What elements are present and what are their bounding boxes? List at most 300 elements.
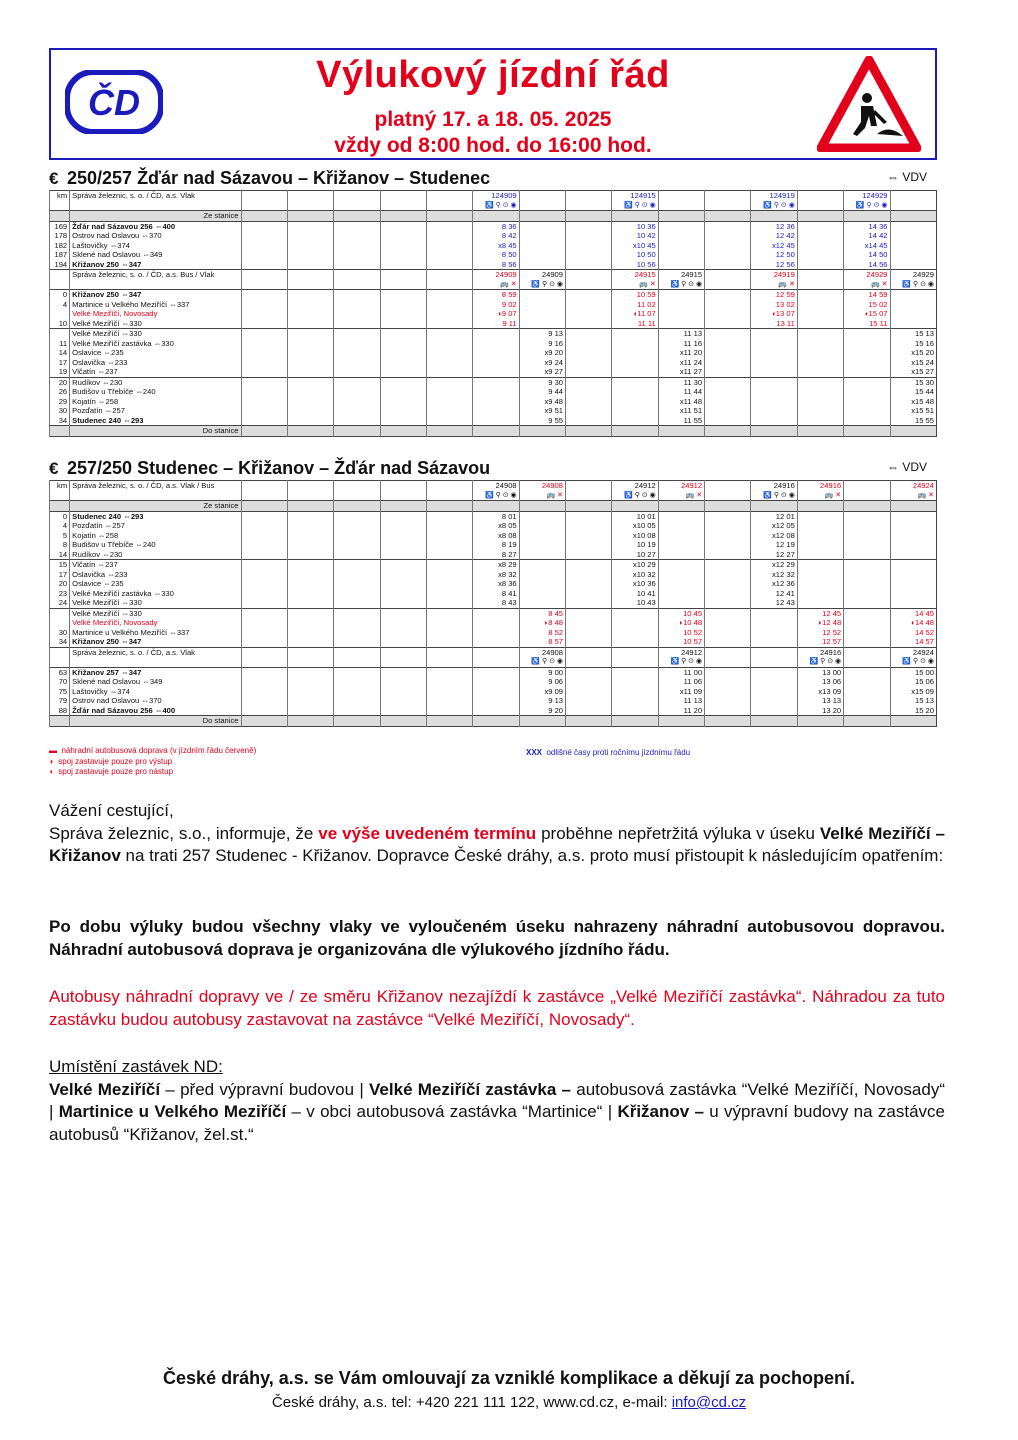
time-cell xyxy=(380,211,426,222)
time-cell xyxy=(426,598,472,608)
time-cell xyxy=(241,491,287,501)
time-cell xyxy=(473,647,519,657)
time-cell xyxy=(658,221,704,231)
station-cell: Do stanice xyxy=(70,716,241,727)
time-cell xyxy=(380,191,426,201)
time-cell xyxy=(519,426,565,437)
time-cell xyxy=(566,280,612,290)
time-cell xyxy=(473,406,519,416)
km-cell xyxy=(50,501,70,512)
time-cell xyxy=(890,598,936,608)
time-cell xyxy=(473,637,519,647)
time-cell xyxy=(426,231,472,241)
time-cell xyxy=(519,300,565,310)
time-cell xyxy=(658,191,704,201)
km-cell xyxy=(50,211,70,222)
time-cell xyxy=(380,677,426,687)
time-cell xyxy=(566,618,612,628)
time-cell xyxy=(380,241,426,251)
time-cell: 24916 xyxy=(751,481,797,491)
time-cell xyxy=(751,667,797,677)
time-cell: ♿ ⚲ ⊙ ◉ xyxy=(751,491,797,501)
time-cell: x8 36 xyxy=(473,579,519,589)
time-cell xyxy=(426,716,472,727)
time-cell xyxy=(334,191,380,201)
time-cell xyxy=(426,348,472,358)
time-cell: 12 56 xyxy=(751,260,797,270)
time-cell xyxy=(287,491,333,501)
time-cell xyxy=(426,637,472,647)
km-cell: 14 xyxy=(50,550,70,560)
time-cell xyxy=(380,531,426,541)
time-cell xyxy=(426,531,472,541)
notice-body: Správa železnic, s.o., informuje, že ve výše uvedeném termínu proběhne nepřetržitá výluka v úseku Velké Meziříčí – Křižanov na trati 257 Studenec - Křižanov. Dopravce České dráhy, a.s. proto musí přistoupit k následujícím opatřením: xyxy=(49,823,945,865)
time-cell xyxy=(426,706,472,716)
time-cell: x12 08 xyxy=(751,531,797,541)
icons-row xyxy=(50,657,937,667)
time-cell xyxy=(797,329,843,339)
time-cell xyxy=(287,406,333,416)
time-cell xyxy=(241,511,287,521)
time-cell: 11 30 xyxy=(658,377,704,387)
time-cell xyxy=(566,501,612,512)
time-cell xyxy=(426,329,472,339)
to-station-row xyxy=(50,716,937,727)
time-cell xyxy=(380,618,426,628)
time-cell: 12 45 xyxy=(797,608,843,618)
time-cell xyxy=(612,706,658,716)
time-cell xyxy=(566,416,612,426)
time-cell xyxy=(426,511,472,521)
time-cell xyxy=(380,628,426,638)
notice-paragraph-1 xyxy=(49,800,945,868)
station-cell: Velké Meziříčí zastávka ⇔330 xyxy=(70,339,241,349)
time-cell: 9 00 xyxy=(519,667,565,677)
time-cell xyxy=(426,358,472,368)
time-cell xyxy=(287,367,333,377)
time-cell: 14 56 xyxy=(844,260,890,270)
time-cell xyxy=(473,348,519,358)
time-cell xyxy=(241,637,287,647)
time-cell xyxy=(241,250,287,260)
time-cell xyxy=(797,416,843,426)
station-cell: Správa železnic, s. o. / ČD, a.s. Vlak / Bus xyxy=(70,481,241,491)
time-cell xyxy=(797,377,843,387)
table-row xyxy=(50,706,937,716)
time-cell: 🚌 ✕ xyxy=(473,280,519,290)
time-cell xyxy=(566,696,612,706)
time-cell xyxy=(287,716,333,727)
table-row xyxy=(50,416,937,426)
time-cell: 10 50 xyxy=(612,250,658,260)
time-cell: 8 57 xyxy=(519,637,565,647)
time-cell xyxy=(566,637,612,647)
time-cell: 11 13 xyxy=(658,329,704,339)
time-cell xyxy=(287,511,333,521)
time-cell xyxy=(890,570,936,580)
time-cell xyxy=(473,397,519,407)
time-cell xyxy=(658,426,704,437)
time-cell xyxy=(844,329,890,339)
time-cell xyxy=(473,211,519,222)
time-cell: 11 55 xyxy=(658,416,704,426)
time-cell xyxy=(287,647,333,657)
station-cell: Správa železnic, s. o. / ČD, a.s. Vlak xyxy=(70,191,241,201)
time-cell xyxy=(426,300,472,310)
time-cell xyxy=(380,416,426,426)
time-cell xyxy=(426,241,472,251)
time-cell xyxy=(287,531,333,541)
time-cell xyxy=(751,637,797,647)
time-cell xyxy=(519,211,565,222)
time-cell xyxy=(751,696,797,706)
validity-date: platný 17. a 18. 05. 2025 xyxy=(374,108,612,131)
time-cell: x12 45 xyxy=(751,241,797,251)
time-cell xyxy=(566,481,612,491)
time-cell xyxy=(380,201,426,211)
time-cell xyxy=(519,531,565,541)
station-cell: Velké Meziříčí ⇔330 xyxy=(70,319,241,329)
km-cell xyxy=(50,329,70,339)
time-cell: 🚌 ✕ xyxy=(612,280,658,290)
time-cell xyxy=(380,481,426,491)
time-cell xyxy=(519,570,565,580)
time-cell xyxy=(566,706,612,716)
time-cell xyxy=(705,290,751,300)
time-cell: 11 00 xyxy=(658,667,704,677)
time-cell xyxy=(473,677,519,687)
time-cell xyxy=(241,531,287,541)
time-cell: 12 50 xyxy=(751,250,797,260)
time-cell xyxy=(705,201,751,211)
time-cell xyxy=(705,511,751,521)
time-cell: x10 32 xyxy=(612,570,658,580)
email-link[interactable]: info@cd.cz xyxy=(671,1394,747,1411)
time-cell xyxy=(241,319,287,329)
time-cell xyxy=(287,598,333,608)
time-cell xyxy=(844,521,890,531)
time-cell xyxy=(890,241,936,251)
time-cell xyxy=(334,716,380,727)
time-cell xyxy=(612,387,658,397)
time-cell xyxy=(844,348,890,358)
time-cell xyxy=(241,501,287,512)
time-cell xyxy=(380,358,426,368)
station-cell: Do stanice xyxy=(70,426,241,437)
time-cell: x11 51 xyxy=(658,406,704,416)
time-cell: 🚌 ✕ xyxy=(751,280,797,290)
route-icon: € xyxy=(49,169,59,188)
time-cell xyxy=(705,250,751,260)
time-cell xyxy=(705,521,751,531)
time-cell xyxy=(426,657,472,667)
time-cell xyxy=(334,579,380,589)
table-row xyxy=(50,570,937,580)
time-cell: 14 42 xyxy=(844,231,890,241)
time-cell xyxy=(844,706,890,716)
time-cell xyxy=(797,550,843,560)
time-cell xyxy=(380,221,426,231)
time-cell: 8 36 xyxy=(473,221,519,231)
time-cell xyxy=(658,716,704,727)
time-cell xyxy=(612,416,658,426)
time-cell xyxy=(566,531,612,541)
time-cell xyxy=(380,231,426,241)
time-cell xyxy=(751,358,797,368)
station-cell: Správa železnic, s. o. / ČD, a.s. Vlak xyxy=(70,647,241,657)
km-cell xyxy=(50,657,70,667)
table-row xyxy=(50,637,937,647)
time-cell: 8 41 xyxy=(473,589,519,599)
station-cell: Studenec 240 ⇔293 xyxy=(70,416,241,426)
time-cell xyxy=(519,598,565,608)
time-cell xyxy=(612,348,658,358)
time-cell xyxy=(380,706,426,716)
station-cell: Sklené nad Oslavou ⇔349 xyxy=(70,250,241,260)
time-cell: 15 13 xyxy=(890,329,936,339)
station-cell: Velké Meziříčí ⇔330 xyxy=(70,598,241,608)
time-cell xyxy=(844,406,890,416)
icons-row xyxy=(50,491,937,501)
time-cell xyxy=(797,358,843,368)
time-cell xyxy=(241,270,287,280)
time-cell xyxy=(566,201,612,211)
time-cell xyxy=(287,270,333,280)
time-cell: ◖13 07 xyxy=(751,309,797,319)
time-cell: 12 43 xyxy=(751,598,797,608)
legend-exit: ◖ spoj zastavuje pouze pro výstup xyxy=(49,756,173,766)
time-cell: x12 05 xyxy=(751,521,797,531)
time-cell xyxy=(380,387,426,397)
time-cell: 13 11 xyxy=(751,319,797,329)
time-cell xyxy=(705,696,751,706)
time-cell: 24924 xyxy=(890,481,936,491)
km-cell: 20 xyxy=(50,377,70,387)
time-cell xyxy=(241,570,287,580)
station-cell: Velké Meziříčí ⇔330 xyxy=(70,329,241,339)
station-cell: Ze stanice xyxy=(70,211,241,222)
station-cell: Martinice u Velkého Meziříčí ⇔337 xyxy=(70,300,241,310)
table-row xyxy=(50,560,937,570)
time-cell xyxy=(844,716,890,727)
time-cell xyxy=(287,231,333,241)
header-row xyxy=(50,191,937,201)
time-cell xyxy=(287,628,333,638)
time-cell xyxy=(426,589,472,599)
station-cell: Oslavička ⇔233 xyxy=(70,358,241,368)
time-cell: 124929 xyxy=(844,191,890,201)
table-row xyxy=(50,550,937,560)
time-cell xyxy=(844,211,890,222)
time-cell: x15 20 xyxy=(890,348,936,358)
time-cell xyxy=(658,589,704,599)
time-cell: 11 02 xyxy=(612,300,658,310)
time-cell: 24908 xyxy=(519,481,565,491)
time-cell: ♿ ⚲ ⊙ ◉ xyxy=(890,657,936,667)
time-cell xyxy=(426,367,472,377)
station-cell: Ostrov nad Oslavou ⇔370 xyxy=(70,231,241,241)
time-cell xyxy=(334,550,380,560)
time-cell: 11 13 xyxy=(658,696,704,706)
time-cell xyxy=(380,521,426,531)
time-cell: 10 42 xyxy=(612,231,658,241)
time-cell: 24909 xyxy=(519,270,565,280)
time-cell xyxy=(612,339,658,349)
time-cell xyxy=(751,339,797,349)
time-cell xyxy=(519,221,565,231)
time-cell: 8 52 xyxy=(519,628,565,638)
time-cell: 24915 xyxy=(658,270,704,280)
time-cell xyxy=(797,570,843,580)
time-cell xyxy=(380,540,426,550)
time-cell xyxy=(426,550,472,560)
time-cell xyxy=(241,540,287,550)
notice-paragraph-3: Autobusy náhradní dopravy ve / ze směru Křižanov nezajíždí k zastávce „Velké Meziříčí zastávka“. Náhradou za tuto zastávku budou autobusy zastavovat na zastávce “Velké Meziříčí, Novosady“. xyxy=(49,987,945,1029)
time-cell xyxy=(566,579,612,589)
time-cell xyxy=(334,608,380,618)
time-cell xyxy=(287,657,333,667)
time-cell xyxy=(566,241,612,251)
time-cell xyxy=(705,687,751,697)
time-cell xyxy=(566,377,612,387)
time-cell xyxy=(797,309,843,319)
time-cell xyxy=(287,290,333,300)
time-cell xyxy=(751,387,797,397)
time-cell: x15 24 xyxy=(890,358,936,368)
time-cell xyxy=(473,426,519,437)
time-cell xyxy=(241,348,287,358)
time-cell xyxy=(844,677,890,687)
time-cell xyxy=(426,339,472,349)
time-cell xyxy=(287,521,333,531)
time-cell: x9 24 xyxy=(519,358,565,368)
time-cell xyxy=(241,231,287,241)
time-cell xyxy=(751,687,797,697)
time-cell: 10 56 xyxy=(612,260,658,270)
time-cell xyxy=(287,706,333,716)
time-cell xyxy=(612,406,658,416)
time-cell xyxy=(658,319,704,329)
time-cell xyxy=(334,231,380,241)
time-cell xyxy=(658,531,704,541)
table-row xyxy=(50,339,937,349)
table-row xyxy=(50,290,937,300)
time-cell xyxy=(241,339,287,349)
km-cell xyxy=(50,201,70,211)
time-cell xyxy=(844,367,890,377)
time-cell xyxy=(797,531,843,541)
time-cell xyxy=(287,377,333,387)
time-cell xyxy=(426,270,472,280)
time-cell xyxy=(751,716,797,727)
time-cell xyxy=(241,329,287,339)
station-cell: Rudíkov ⇔230 xyxy=(70,377,241,387)
time-cell xyxy=(844,657,890,667)
time-cell xyxy=(890,540,936,550)
time-cell xyxy=(705,667,751,677)
time-cell xyxy=(566,570,612,580)
time-cell xyxy=(473,501,519,512)
vdv-label: ⇔ VDV xyxy=(886,460,927,474)
time-cell xyxy=(566,491,612,501)
time-cell xyxy=(334,319,380,329)
time-cell: 10 36 xyxy=(612,221,658,231)
time-cell xyxy=(241,560,287,570)
time-cell xyxy=(519,579,565,589)
time-cell: 12 36 xyxy=(751,221,797,231)
time-cell: 8 43 xyxy=(473,598,519,608)
time-cell xyxy=(426,687,472,697)
time-cell xyxy=(612,211,658,222)
time-cell xyxy=(566,319,612,329)
time-cell xyxy=(519,521,565,531)
time-cell: x15 09 xyxy=(890,687,936,697)
time-cell: ◖15 07 xyxy=(844,309,890,319)
time-cell xyxy=(287,667,333,677)
time-cell: x9 20 xyxy=(519,348,565,358)
time-cell xyxy=(751,211,797,222)
time-cell xyxy=(287,696,333,706)
time-cell xyxy=(519,319,565,329)
time-cell xyxy=(844,511,890,521)
time-cell: 12 41 xyxy=(751,589,797,599)
station-cell: Martinice u Velkého Meziříčí ⇔337 xyxy=(70,628,241,638)
time-cell xyxy=(380,657,426,667)
time-cell xyxy=(705,540,751,550)
table-row xyxy=(50,241,937,251)
time-cell: 10 57 xyxy=(658,637,704,647)
station-cell: Budišov u Třebíče ⇔240 xyxy=(70,387,241,397)
time-cell xyxy=(426,191,472,201)
time-cell xyxy=(241,358,287,368)
time-cell xyxy=(287,280,333,290)
km-cell: 182 xyxy=(50,241,70,251)
time-cell xyxy=(473,329,519,339)
time-cell xyxy=(612,657,658,667)
greeting: Vážení cestující, xyxy=(49,801,174,820)
time-cell: 15 55 xyxy=(890,416,936,426)
time-cell: 🚌 ✕ xyxy=(519,491,565,501)
time-cell xyxy=(380,560,426,570)
time-cell: 10 52 xyxy=(658,628,704,638)
time-cell xyxy=(334,647,380,657)
station-cell: Oslavice ⇔235 xyxy=(70,579,241,589)
time-cell xyxy=(426,481,472,491)
time-cell xyxy=(380,647,426,657)
time-cell xyxy=(426,618,472,628)
time-cell xyxy=(658,300,704,310)
time-cell xyxy=(566,560,612,570)
time-cell xyxy=(334,250,380,260)
time-cell xyxy=(705,211,751,222)
km-cell: 23 xyxy=(50,589,70,599)
time-cell xyxy=(519,231,565,241)
time-cell: 12 59 xyxy=(751,290,797,300)
time-cell xyxy=(890,560,936,570)
time-cell xyxy=(380,570,426,580)
time-cell xyxy=(334,696,380,706)
time-cell xyxy=(519,250,565,260)
time-cell xyxy=(287,339,333,349)
time-cell xyxy=(890,221,936,231)
time-cell xyxy=(334,491,380,501)
time-cell xyxy=(566,339,612,349)
km-cell: 34 xyxy=(50,637,70,647)
validity-hours: vždy od 8:00 hod. do 16:00 hod. xyxy=(334,134,652,157)
table-row xyxy=(50,406,937,416)
time-cell: 8 45 xyxy=(519,608,565,618)
time-cell xyxy=(705,618,751,628)
